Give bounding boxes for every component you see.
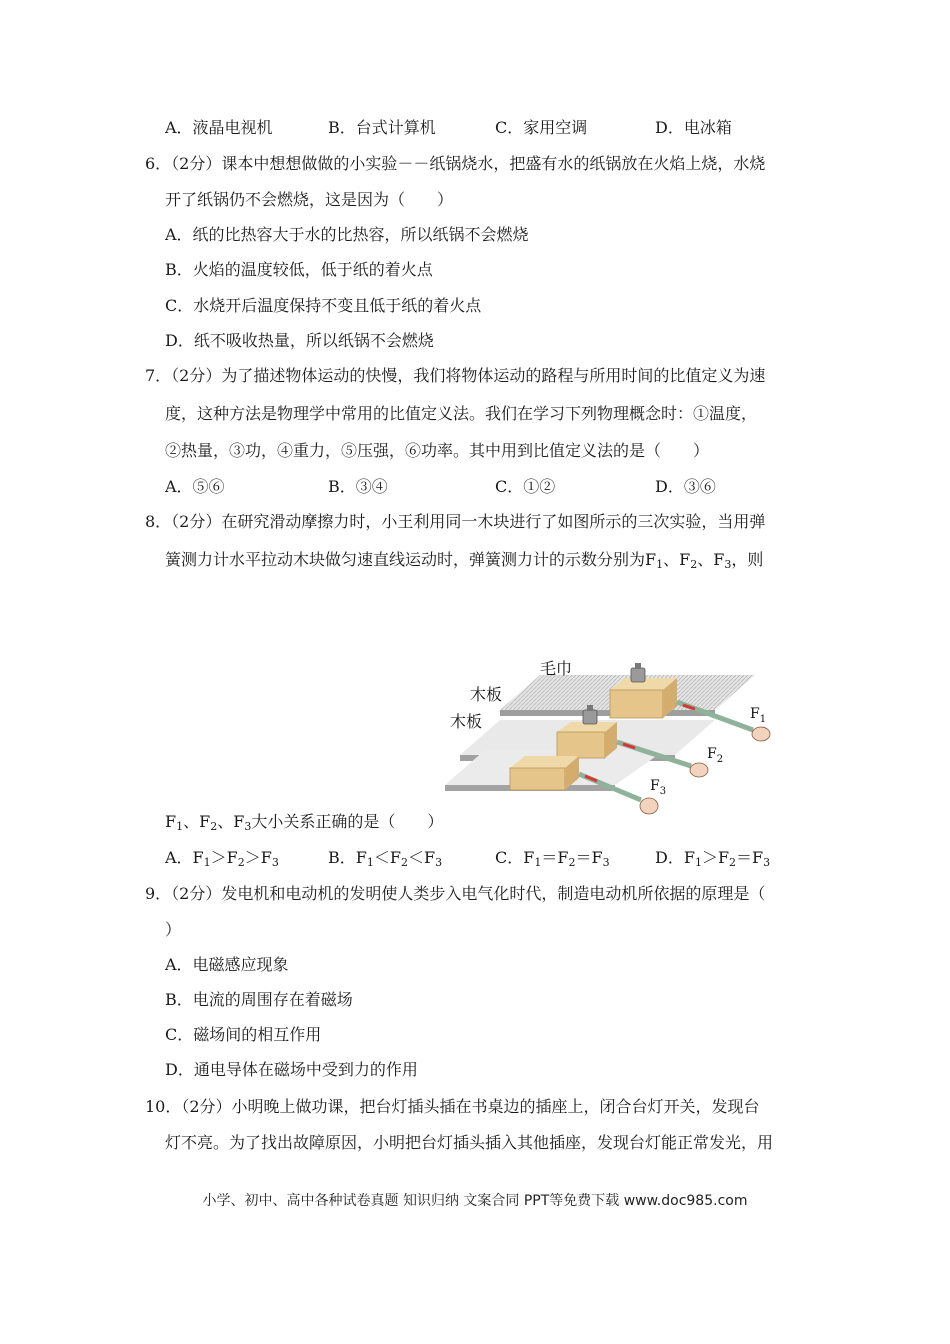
weight-knob bbox=[587, 705, 593, 711]
option-text: ＞F bbox=[244, 848, 272, 867]
wood-block-3 bbox=[510, 768, 565, 790]
hand-1 bbox=[752, 727, 770, 741]
force-letter: F bbox=[650, 778, 660, 794]
q8-stem-line-3 bbox=[165, 812, 443, 837]
board-edge bbox=[500, 710, 715, 716]
subscript: 1 bbox=[694, 856, 702, 869]
friction-experiment-figure bbox=[445, 650, 800, 830]
label-board-2: 木板 bbox=[450, 712, 483, 731]
q8-stem-text: 簧测力计水平拉动木块做匀速直线运动时，弹簧测力计的示数分别为F bbox=[165, 550, 657, 569]
q8-option-d bbox=[655, 848, 770, 873]
q8-stem-text: 、F bbox=[183, 812, 211, 831]
q7-option-d: D．③⑥ bbox=[655, 477, 716, 496]
q8-stem-text: F bbox=[165, 812, 177, 831]
q7-stem-line-1: 7．（2分）为了描述物体运动的快慢，我们将物体运动的路程与所用时间的比值定义为速 bbox=[145, 366, 766, 385]
subscript: 1 bbox=[203, 856, 211, 869]
q8-stem-line-1: 8．（2分）在研究滑动摩擦力时，小王利用同一木块进行了如图所示的三次实验，当用弹 bbox=[145, 512, 766, 531]
q8-stem-text: ，则 bbox=[731, 550, 764, 569]
q6-option-a: A．纸的比热容大于水的比热容，所以纸锅不会燃烧 bbox=[165, 225, 529, 244]
q9-option-b: B．电流的周围存在着磁场 bbox=[165, 990, 353, 1009]
subscript: 2 bbox=[690, 558, 698, 571]
q7-option-a: A．⑤⑥ bbox=[165, 477, 225, 496]
option-text: D．F bbox=[655, 848, 695, 867]
force-label-f1 bbox=[750, 706, 766, 725]
subscript: 1 bbox=[656, 558, 664, 571]
q6-option-b: B．火焰的温度较低，低于纸的着火点 bbox=[165, 260, 433, 279]
subscript: 3 bbox=[244, 820, 252, 833]
force-label-f3 bbox=[650, 778, 666, 797]
subscript: 3 bbox=[724, 558, 732, 571]
subscript: 2 bbox=[210, 820, 218, 833]
q10-stem-line-1: 10．（2分）小明晚上做功课，把台灯插头插在书桌边的插座上，闭合台灯开关，发现台 bbox=[145, 1097, 760, 1116]
weight-2 bbox=[583, 710, 597, 724]
label-board-1: 木板 bbox=[470, 685, 503, 704]
subscript: 3 bbox=[271, 856, 279, 869]
option-text: A．F bbox=[165, 848, 204, 867]
q9-option-c: C．磁场间的相互作用 bbox=[165, 1025, 322, 1044]
option-text: ＝F bbox=[736, 848, 764, 867]
option-text: ＜F bbox=[407, 848, 436, 867]
subscript: 1 bbox=[534, 856, 542, 869]
option-text: C．F bbox=[495, 848, 535, 867]
option-text: B．F bbox=[328, 848, 367, 867]
wood-block-2 bbox=[557, 732, 605, 758]
force-subscript: 2 bbox=[716, 754, 724, 765]
q8-option-a bbox=[165, 848, 279, 873]
subscript: 3 bbox=[435, 856, 443, 869]
q5-option-a: A．液晶电视机 bbox=[165, 118, 273, 137]
q6-option-d: D．纸不吸收热量，所以纸锅不会燃烧 bbox=[165, 331, 434, 350]
q7-stem-line-3: ②热量，③功，④重力，⑤压强，⑥功率。其中用到比值定义法的是（ ） bbox=[165, 441, 710, 460]
q9-stem-line-2: ） bbox=[165, 920, 182, 939]
q8-option-c bbox=[495, 848, 610, 873]
subscript: 2 bbox=[568, 856, 576, 869]
subscript: 2 bbox=[729, 856, 737, 869]
page-footer: 小学、初中、高中各种试卷真题 知识归纳 文案合同 PPT等免费下载 www.doc985.com bbox=[202, 1193, 748, 1209]
force-letter: F bbox=[707, 746, 717, 762]
q6-stem-line-2: 开了纸锅仍不会燃烧，这是因为（ ） bbox=[165, 190, 454, 209]
wood-block-1 bbox=[610, 690, 663, 718]
q8-stem-text: 、F bbox=[697, 550, 725, 569]
subscript: 3 bbox=[602, 856, 610, 869]
hand-2 bbox=[690, 763, 708, 777]
q9-option-d: D．通电导体在磁场中受到力的作用 bbox=[165, 1060, 418, 1079]
q5-option-b: B．台式计算机 bbox=[328, 118, 436, 137]
weight-knob bbox=[635, 663, 641, 669]
q8-option-b bbox=[328, 848, 442, 873]
q5-option-d: D．电冰箱 bbox=[655, 118, 732, 137]
force-subscript: 1 bbox=[759, 714, 767, 725]
hand-3 bbox=[640, 798, 658, 814]
q7-option-b: B．③④ bbox=[328, 477, 388, 496]
q7-option-c: C．①② bbox=[495, 477, 556, 496]
q8-stem-text: 、F bbox=[217, 812, 245, 831]
q9-option-a: A．电磁感应现象 bbox=[165, 955, 289, 974]
force-letter: F bbox=[750, 706, 760, 722]
option-text: ＞F bbox=[210, 848, 238, 867]
q8-stem-text: 大小关系正确的是（ ） bbox=[251, 812, 444, 831]
option-text: ＝F bbox=[575, 848, 603, 867]
q8-stem-text: 、F bbox=[663, 550, 691, 569]
q6-option-c: C．水烧开后温度保持不变且低于纸的着火点 bbox=[165, 296, 482, 315]
subscript: 2 bbox=[400, 856, 408, 869]
subscript: 1 bbox=[366, 856, 374, 869]
q10-stem-line-2: 灯不亮。为了找出故障原因，小明把台灯插头插入其他插座，发现台灯能正常发光，用 bbox=[165, 1133, 774, 1152]
option-text: ＞F bbox=[701, 848, 730, 867]
force-label-f2 bbox=[707, 746, 723, 765]
q7-stem-line-2: 度，这种方法是物理学中常用的比值定义法。我们在学习下列物理概念时：①温度， bbox=[165, 404, 758, 423]
label-towel: 毛巾 bbox=[540, 659, 573, 678]
q5-option-c: C．家用空调 bbox=[495, 118, 588, 137]
subscript: 1 bbox=[176, 820, 184, 833]
q8-stem-line-2 bbox=[165, 550, 763, 575]
force-subscript: 3 bbox=[659, 786, 667, 797]
option-text: ＝F bbox=[541, 848, 569, 867]
option-text: ＜F bbox=[373, 848, 401, 867]
q6-stem-line-1: 6．（2分）课本中想想做做的小实验－－纸锅烧水，把盛有水的纸锅放在火焰上烧，水烧 bbox=[145, 154, 766, 173]
q9-stem-line-1: 9．（2分）发电机和电动机的发明使人类步入电气化时代，制造电动机所依据的原理是（ bbox=[145, 884, 766, 903]
subscript: 3 bbox=[763, 856, 771, 869]
subscript: 2 bbox=[237, 856, 245, 869]
weight-1 bbox=[631, 668, 645, 682]
